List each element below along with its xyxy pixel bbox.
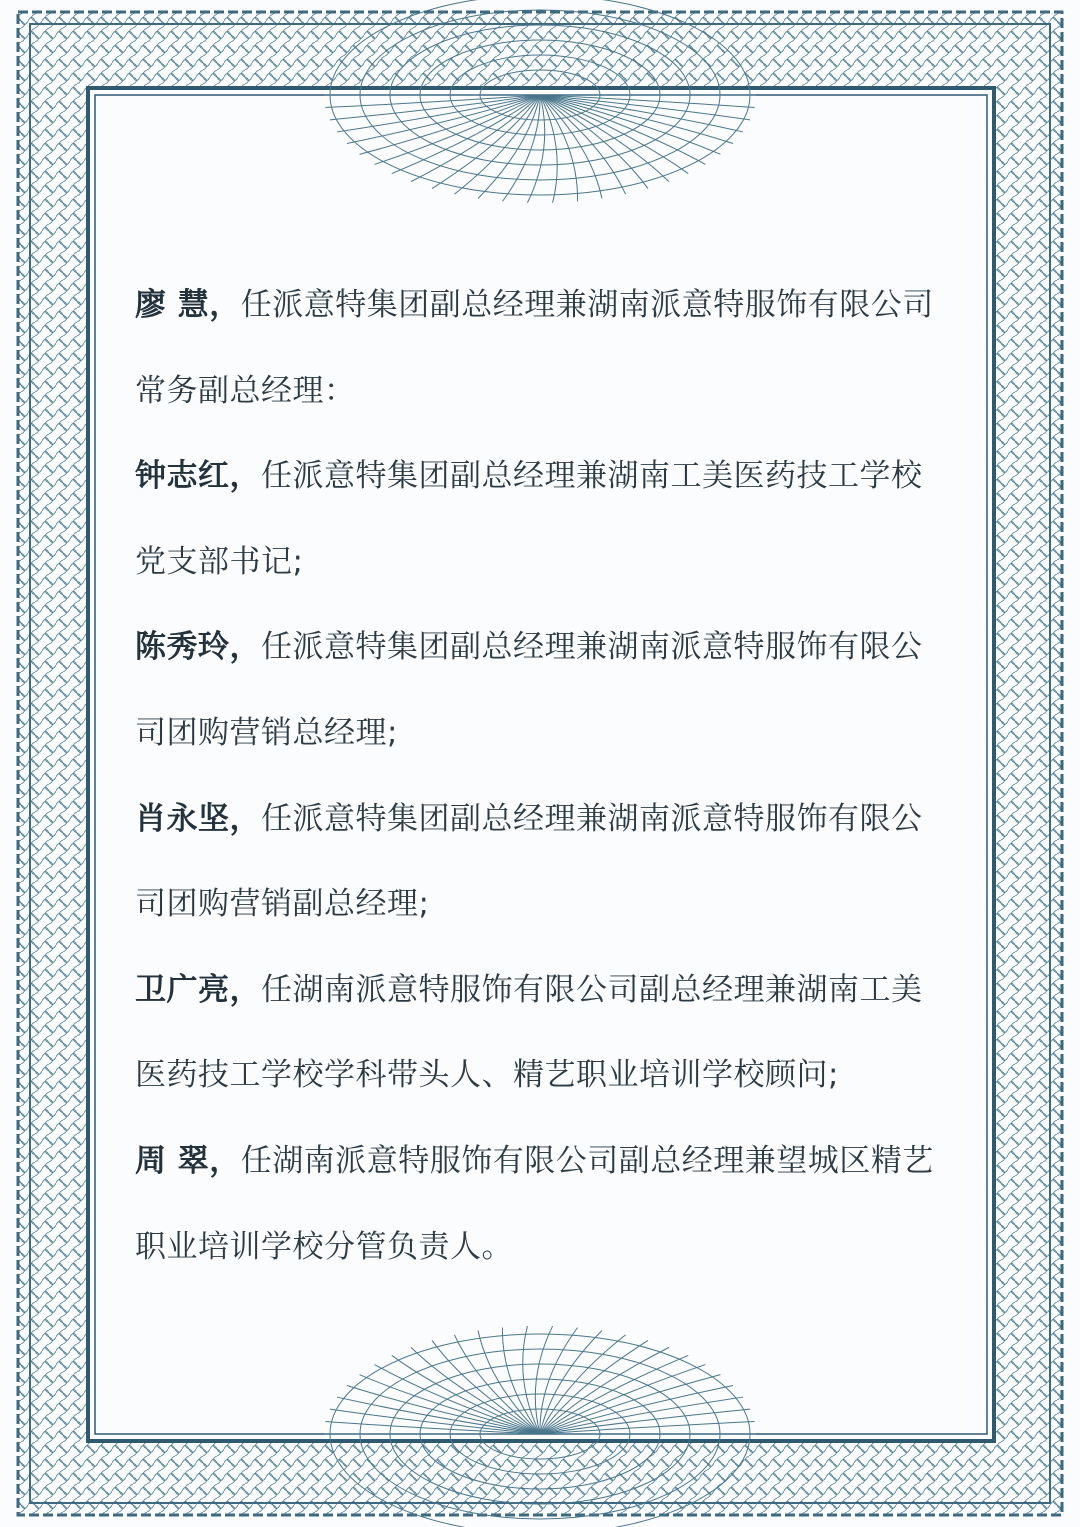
entry-line-continued: 党支部书记; [135, 543, 304, 580]
person-name: 廖 慧， [135, 287, 241, 323]
appointment-list [135, 272, 975, 1299]
position-text: 任湖南派意特服饰有限公司副总经理兼望城区精艺 [240, 1142, 934, 1179]
entry-line-continued: 司团购营销副总经理; [135, 886, 430, 923]
person-name: 陈秀玲， [135, 629, 261, 666]
person-name: 钟志红， [135, 458, 261, 495]
position-text: 任湖南派意特服饰有限公司副总经理兼湖南工美 [261, 971, 923, 1008]
person-name: 卫广亮， [135, 971, 261, 1008]
position-text: 任派意特集团副总经理兼湖南派意特服饰有限公 [261, 800, 923, 837]
position-text: 任派意特集团副总经理兼湖南派意特服饰有限公 [261, 629, 923, 666]
person-name: 周 翠， [135, 1142, 241, 1179]
entry-line [135, 786, 975, 872]
position-text: 任派意特集团副总经理兼湖南派意特服饰有限公司 [240, 287, 934, 323]
entry-line-continued: 医药技工学校学科带头人、精艺职业培训学校顾问; [135, 1057, 839, 1094]
entry-line [135, 1128, 975, 1214]
entry-line [135, 272, 975, 358]
entry-line [135, 957, 975, 1043]
entry-line [135, 443, 975, 529]
entry-line-continued: 职业培训学校分管负责人。 [135, 1228, 513, 1265]
person-name: 肖永坚， [135, 800, 261, 837]
entry-line [135, 614, 975, 700]
entry-line-continued: 司团购营销总经理; [135, 714, 398, 751]
entry-line-continued: 常务副总经理： [135, 372, 356, 409]
position-text: 任派意特集团副总经理兼湖南工美医药技工学校 [261, 458, 923, 495]
